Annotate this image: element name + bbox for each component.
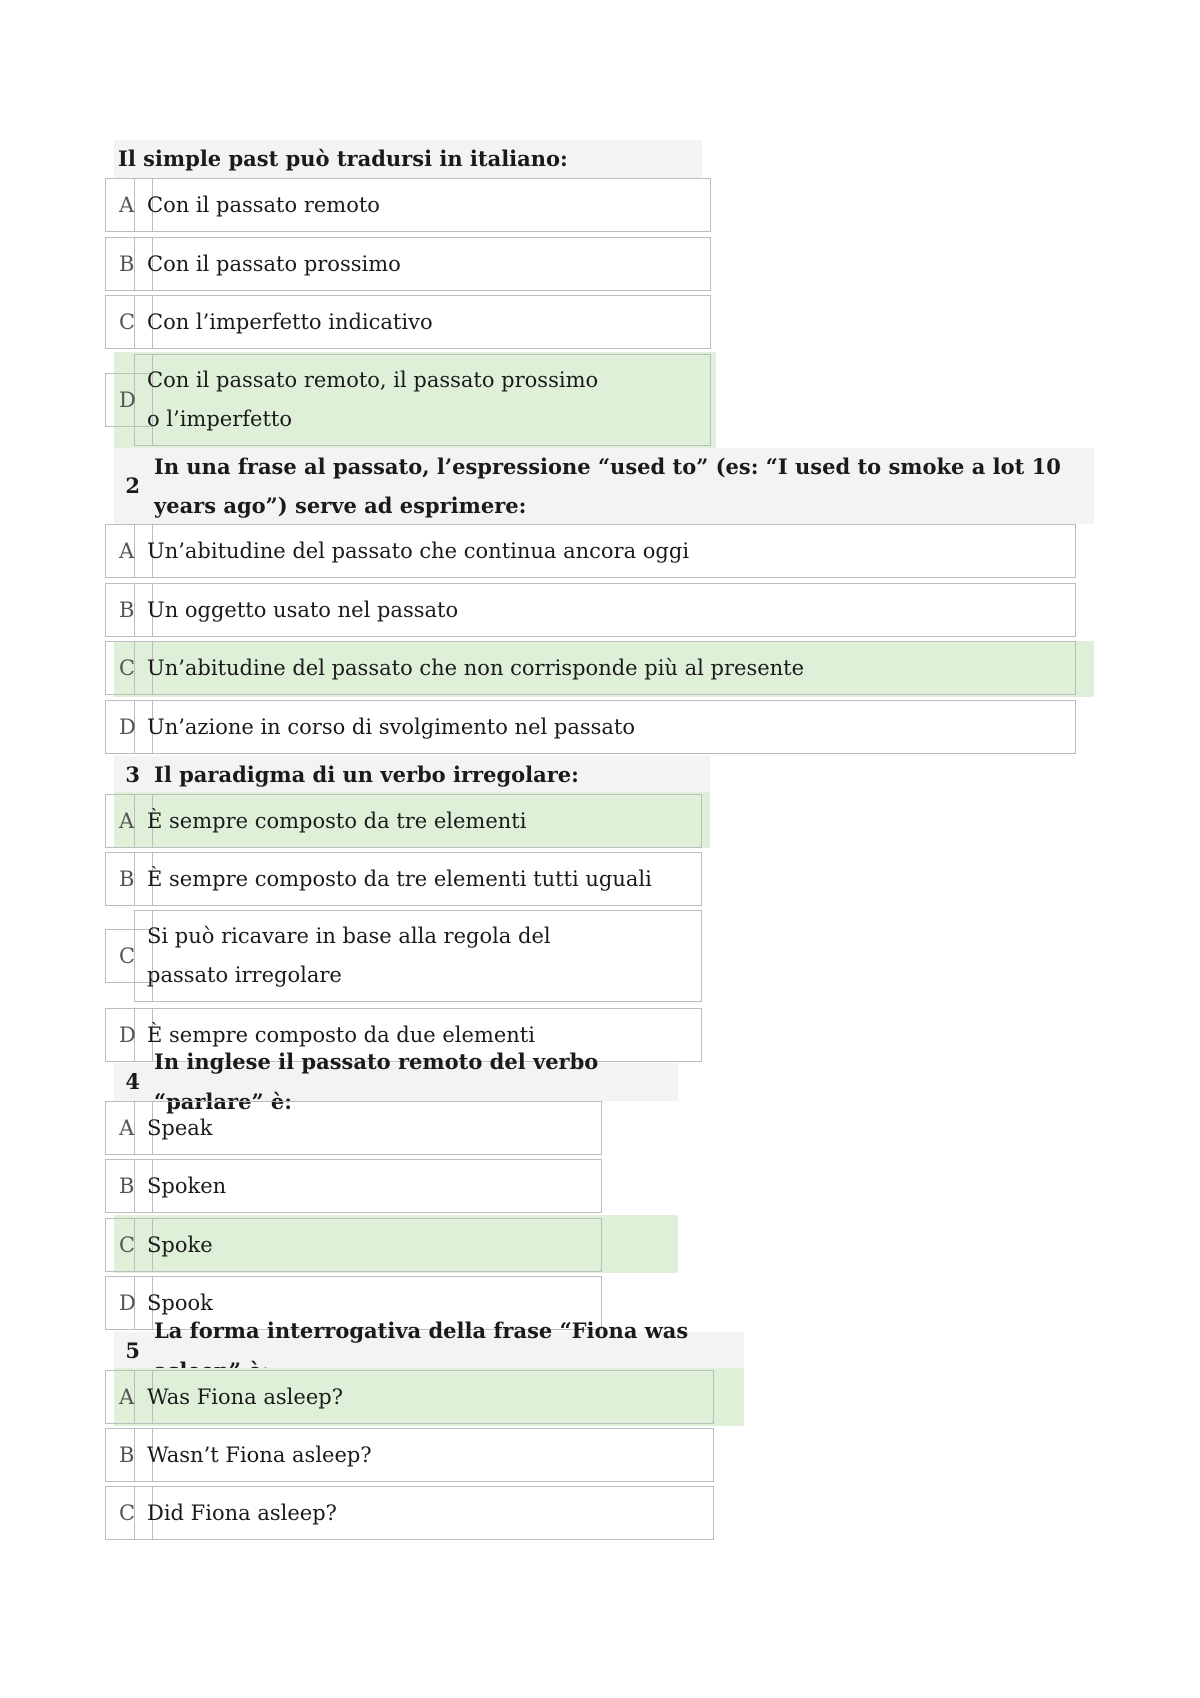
question-5-header (114, 1318, 744, 1370)
question-5-text: La forma interrogativa della frase “Fiona was (154, 1318, 689, 1343)
option-text: Con il passato prossimo (147, 252, 401, 276)
q3-option-a[interactable] (105, 794, 702, 848)
option-text: Un’abitudine del passato che continua ancora oggi (147, 539, 690, 563)
option-letter: B (119, 1174, 135, 1198)
question-4-header (114, 1049, 678, 1114)
option-text: Un oggetto usato nel passato (147, 598, 459, 622)
question-3-header (114, 756, 710, 794)
option-letter: D (119, 1291, 136, 1315)
option-text: È sempre composto da due elementi (147, 1023, 535, 1047)
option-text: Con il passato remoto, il passato prossimo o l’imperfetto (147, 368, 599, 431)
option-text: È sempre composto da tre elementi tutti uguali (147, 867, 652, 891)
option-letter: D (119, 715, 136, 739)
option-letter: D (119, 1023, 136, 1047)
q2-option-a[interactable] (105, 524, 1076, 578)
option-text: Wasn’t Fiona asleep? (147, 1443, 372, 1467)
option-text: Con il passato remoto (147, 193, 380, 217)
q4-option-a[interactable] (105, 1101, 602, 1155)
question-4-text: In inglese il passato remoto del verbo “parlare” è: (154, 1049, 599, 1114)
question-2-header (114, 448, 1094, 524)
q2-option-d[interactable] (105, 700, 1076, 754)
question-1-text: Il simple past può tradursi in italiano: (118, 146, 568, 171)
option-text: Si può ricavare in base alla regola del passato irregolare (147, 924, 551, 987)
option-text: Un’abitudine del passato che non corrisponde più al presente (147, 656, 805, 680)
option-letter: B (119, 598, 135, 622)
q2-option-c[interactable] (105, 641, 1076, 695)
q4-option-c[interactable] (105, 1218, 602, 1272)
option-letter: C (119, 310, 136, 334)
option-letter: A (119, 1385, 135, 1409)
option-letter: B (119, 1443, 135, 1467)
q4-option-b[interactable] (105, 1159, 602, 1213)
question-4-number: 4 (125, 1069, 140, 1094)
option-text: Speak (147, 1116, 213, 1140)
q1-option-c[interactable] (105, 295, 711, 349)
option-text: Un’azione in corso di svolgimento nel passato (147, 715, 636, 739)
option-text: È sempre composto da tre elementi (147, 809, 527, 833)
option-letter: A (119, 809, 135, 833)
q5-option-c[interactable] (105, 1486, 714, 1540)
question-3-number: 3 (125, 762, 140, 787)
question-3-text: Il paradigma di un verbo irregolare: (154, 762, 579, 787)
q2-option-b[interactable] (105, 583, 1076, 637)
question-2-number: 2 (125, 473, 140, 498)
option-text: Was Fiona asleep? (147, 1385, 343, 1409)
option-text: Con l’imperfetto indicativo (147, 310, 433, 334)
option-letter: B (119, 867, 135, 891)
option-letter: A (119, 193, 135, 217)
option-letter: A (119, 539, 135, 563)
option-text: Did Fiona asleep? (147, 1501, 337, 1525)
option-letter: B (119, 252, 135, 276)
option-text: Spoken (147, 1174, 227, 1198)
q1-option-d[interactable] (105, 354, 711, 446)
question-5-number: 5 (125, 1338, 140, 1363)
option-text: Spook (147, 1291, 213, 1315)
question-1-header (114, 140, 702, 178)
option-text: Spoke (147, 1233, 213, 1257)
q3-option-b[interactable] (105, 852, 702, 906)
q1-option-b[interactable] (105, 237, 711, 291)
q1-option-a[interactable] (105, 178, 711, 232)
q3-option-c[interactable] (105, 910, 702, 1002)
question-2-text: In una frase al passato, l’espressione “used to” (es: “I used to smoke a lot 10 years ago”) serve ad esprimere: (154, 454, 1061, 518)
q5-option-a[interactable] (105, 1370, 714, 1424)
option-letter: A (119, 1116, 135, 1140)
option-letter: C (119, 1233, 136, 1257)
option-letter: C (119, 656, 136, 680)
option-letter: C (119, 944, 136, 968)
q5-option-b[interactable] (105, 1428, 714, 1482)
option-letter: C (119, 1501, 136, 1525)
option-letter: D (119, 388, 136, 412)
